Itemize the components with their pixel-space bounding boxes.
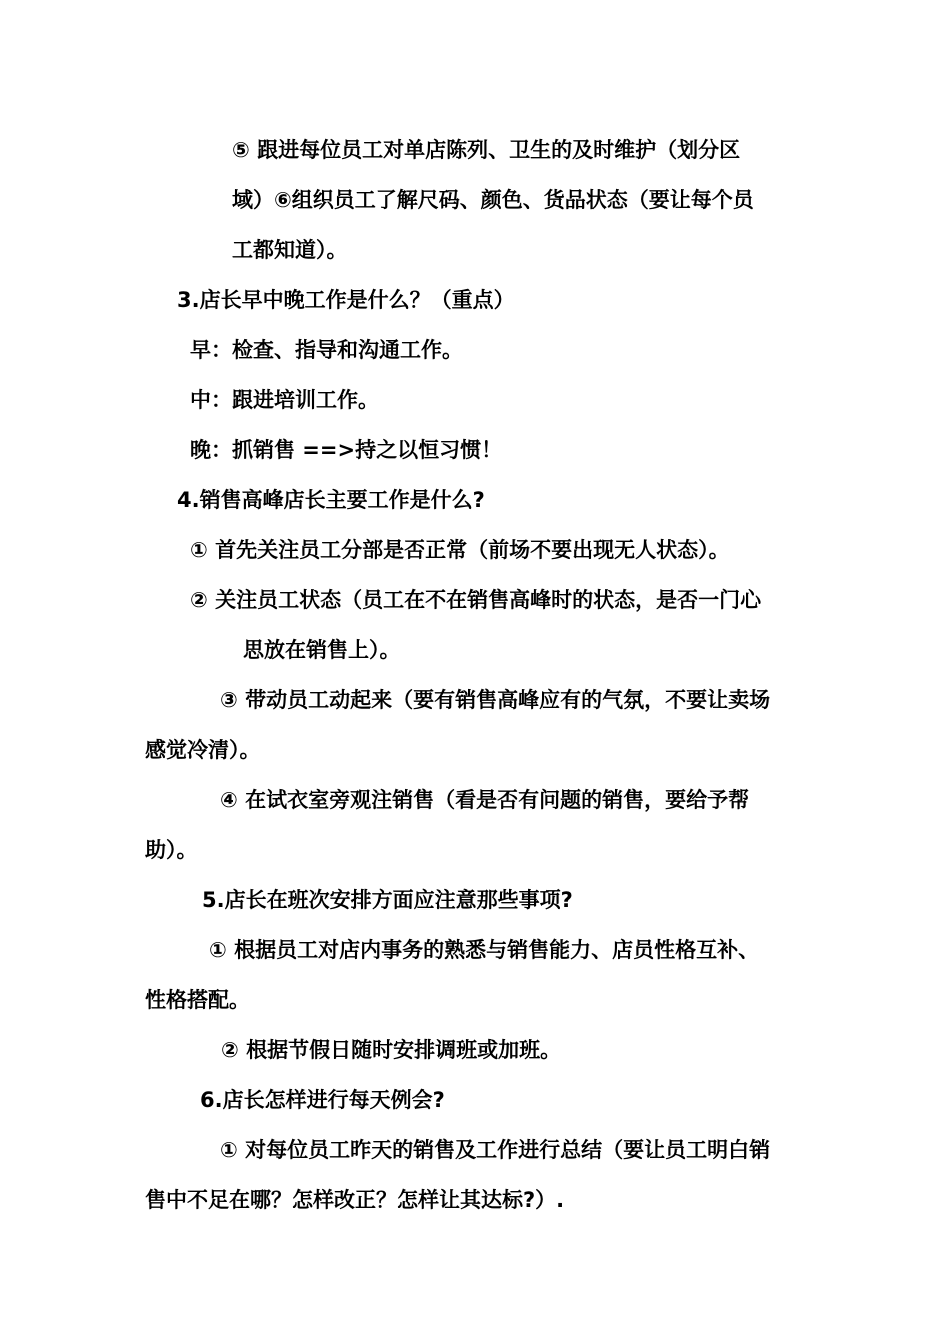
q5-item-1-line-1: ① 根据员工对店内事务的熟悉与销售能力、店员性格互补、 bbox=[209, 938, 760, 962]
question-4-heading: 4.销售高峰店长主要工作是什么? bbox=[177, 488, 485, 512]
q5-item-1-line-2: 性格搭配。 bbox=[145, 988, 250, 1012]
q4-item-3-line-2: 感觉冷清）。 bbox=[145, 738, 261, 762]
q5-item-2: ② 根据节假日随时安排调班或加班。 bbox=[221, 1038, 562, 1062]
q4-item-1: ① 首先关注员工分部是否正常（前场不要出现无人状态）。 bbox=[190, 538, 730, 562]
item-5-line-3: 工都知道）。 bbox=[232, 238, 348, 262]
item-5-line-2: 域）⑥组织员工了解尺码、颜色、货品状态（要让每个员 bbox=[232, 188, 754, 212]
q6-item-1-line-2: 售中不足在哪？怎样改正？怎样让其达标?）. bbox=[145, 1188, 565, 1212]
morning-work: 早：检查、指导和沟通工作。 bbox=[190, 338, 463, 362]
q4-item-4-line-2: 助）。 bbox=[145, 838, 198, 862]
q6-item-1-line-1: ① 对每位员工昨天的销售及工作进行总结（要让员工明白销 bbox=[220, 1138, 771, 1162]
item-5-line-1: ⑤ 跟进每位员工对单店陈列、卫生的及时维护（划分区 bbox=[232, 138, 741, 162]
question-3-heading: 3.店长早中晚工作是什么？（重点） bbox=[177, 288, 515, 312]
evening-work: 晚：抓销售 ==>持之以恒习惯！ bbox=[190, 438, 503, 462]
q4-item-2-line-2: 思放在销售上）。 bbox=[243, 638, 401, 662]
q4-item-3-line-1: ③ 带动员工动起来（要有销售高峰应有的气氛，不要让卖场 bbox=[220, 688, 771, 712]
question-6-heading: 6.店长怎样进行每天例会? bbox=[200, 1088, 445, 1112]
question-5-heading: 5.店长在班次安排方面应注意那些事项? bbox=[202, 888, 573, 912]
q4-item-2-line-1: ② 关注员工状态（员工在不在销售高峰时的状态，是否一门心 bbox=[190, 588, 762, 612]
noon-work: 中：跟进培训工作。 bbox=[190, 388, 379, 412]
q4-item-4-line-1: ④ 在试衣室旁观注销售（看是否有问题的销售，要给予帮 bbox=[220, 788, 750, 812]
